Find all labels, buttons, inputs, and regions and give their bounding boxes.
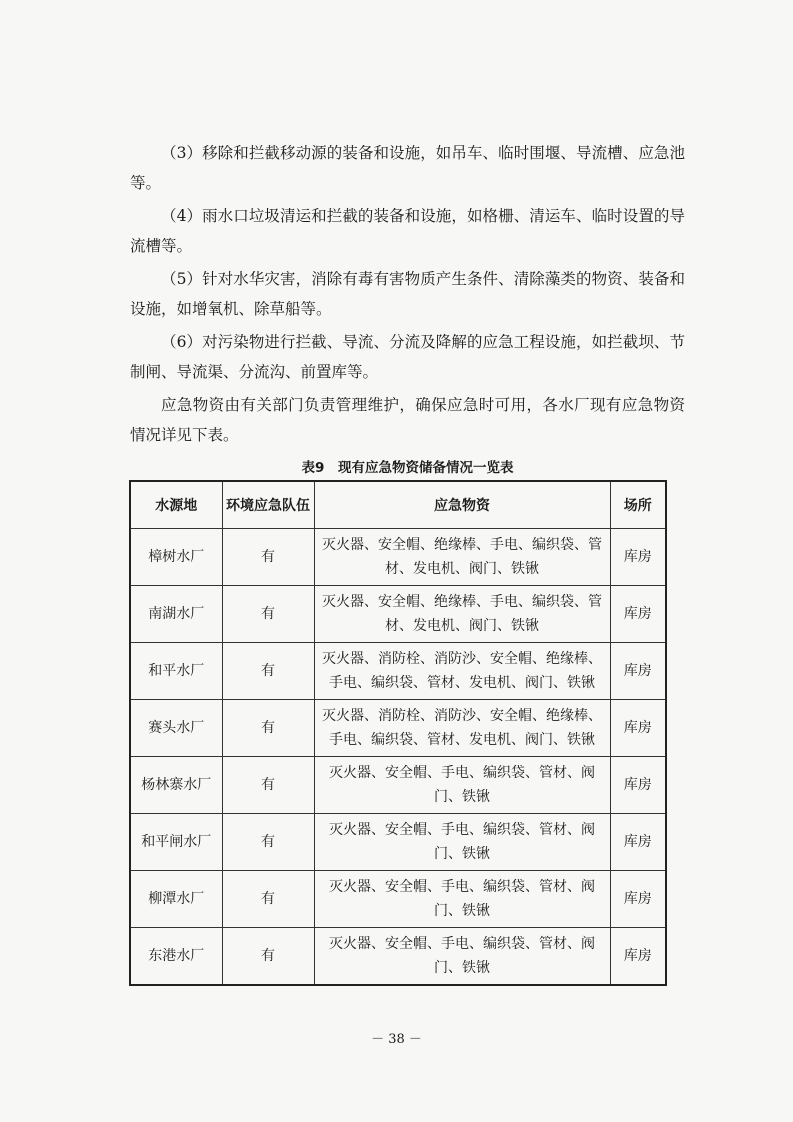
cell-materials: 灭火器、安全帽、手电、编织袋、管材、阀门、铁锹	[314, 757, 610, 814]
cell-materials: 灭火器、安全帽、手电、编织袋、管材、阀门、铁锹	[314, 814, 610, 871]
cell-team: 有	[222, 871, 314, 928]
paragraph: （3）移除和拦截移动源的装备和设施，如吊车、临时围堰、导流槽、应急池等。	[130, 144, 685, 192]
cell-team: 有	[222, 529, 314, 586]
cell-location: 库房	[610, 757, 666, 814]
cell-team: 有	[222, 643, 314, 700]
cell-team: 有	[222, 928, 314, 986]
cell-materials: 灭火器、安全帽、绝缘棒、手电、编织袋、管材、发电机、阀门、铁锹	[314, 529, 610, 586]
cell-team: 有	[222, 814, 314, 871]
header-location: 场所	[610, 481, 666, 529]
table-row	[130, 529, 666, 586]
cell-water-source: 南湖水厂	[130, 586, 222, 643]
cell-location: 库房	[610, 529, 666, 586]
cell-water-source: 东港水厂	[130, 928, 222, 986]
paragraph: 应急物资由有关部门负责管理维护，确保应急时可用，各水厂现有应急物资情况详见下表。	[130, 396, 685, 444]
cell-materials: 灭火器、安全帽、手电、编织袋、管材、阀门、铁锹	[314, 871, 610, 928]
cell-water-source: 樟树水厂	[130, 529, 222, 586]
table-row	[130, 757, 666, 814]
cell-materials: 灭火器、消防栓、消防沙、安全帽、绝缘棒、手电、编织袋、管材、发电机、阀门、铁锹	[314, 700, 610, 757]
cell-water-source: 和平水厂	[130, 643, 222, 700]
table-row	[130, 871, 666, 928]
table-row	[130, 643, 666, 700]
cell-location: 库房	[610, 871, 666, 928]
cell-team: 有	[222, 586, 314, 643]
cell-location: 库房	[610, 700, 666, 757]
paragraph: （6）对污染物进行拦截、导流、分流及降解的应急工程设施，如拦截坝、节制闸、导流渠、分流沟、前置库等。	[130, 333, 685, 381]
page-number: － 38 －	[371, 1032, 422, 1047]
cell-location: 库房	[610, 586, 666, 643]
cell-water-source: 杨林寨水厂	[130, 757, 222, 814]
cell-location: 库房	[610, 814, 666, 871]
table-row	[130, 928, 666, 986]
paragraph: （4）雨水口垃圾清运和拦截的装备和设施，如格栅、清运车、临时设置的导流槽等。	[130, 207, 685, 255]
table-row	[130, 586, 666, 643]
cell-team: 有	[222, 757, 314, 814]
cell-materials: 灭火器、安全帽、绝缘棒、手电、编织袋、管材、发电机、阀门、铁锹	[314, 586, 610, 643]
table-row	[130, 700, 666, 757]
cell-location: 库房	[610, 928, 666, 986]
cell-water-source: 柳潭水厂	[130, 871, 222, 928]
paragraph: （5）针对水华灾害，消除有毒有害物质产生条件、清除藻类的物资、装备和设施，如增氧机、除草船等。	[130, 270, 685, 318]
table-row	[130, 814, 666, 871]
header-emergency-materials: 应急物资	[314, 481, 610, 529]
emergency-supplies-table	[129, 480, 667, 986]
cell-team: 有	[222, 700, 314, 757]
cell-materials: 灭火器、消防栓、消防沙、安全帽、绝缘棒、手电、编织袋、管材、发电机、阀门、铁锹	[314, 643, 610, 700]
body-text	[130, 138, 685, 453]
cell-water-source: 赛头水厂	[130, 700, 222, 757]
table-header-row	[130, 481, 666, 529]
table-caption: 表9 现有应急物资储备情况一览表	[301, 460, 514, 476]
cell-location: 库房	[610, 643, 666, 700]
header-emergency-team: 环境应急队伍	[222, 481, 314, 529]
header-water-source: 水源地	[130, 481, 222, 529]
cell-water-source: 和平闸水厂	[130, 814, 222, 871]
cell-materials: 灭火器、安全帽、手电、编织袋、管材、阀门、铁锹	[314, 928, 610, 986]
